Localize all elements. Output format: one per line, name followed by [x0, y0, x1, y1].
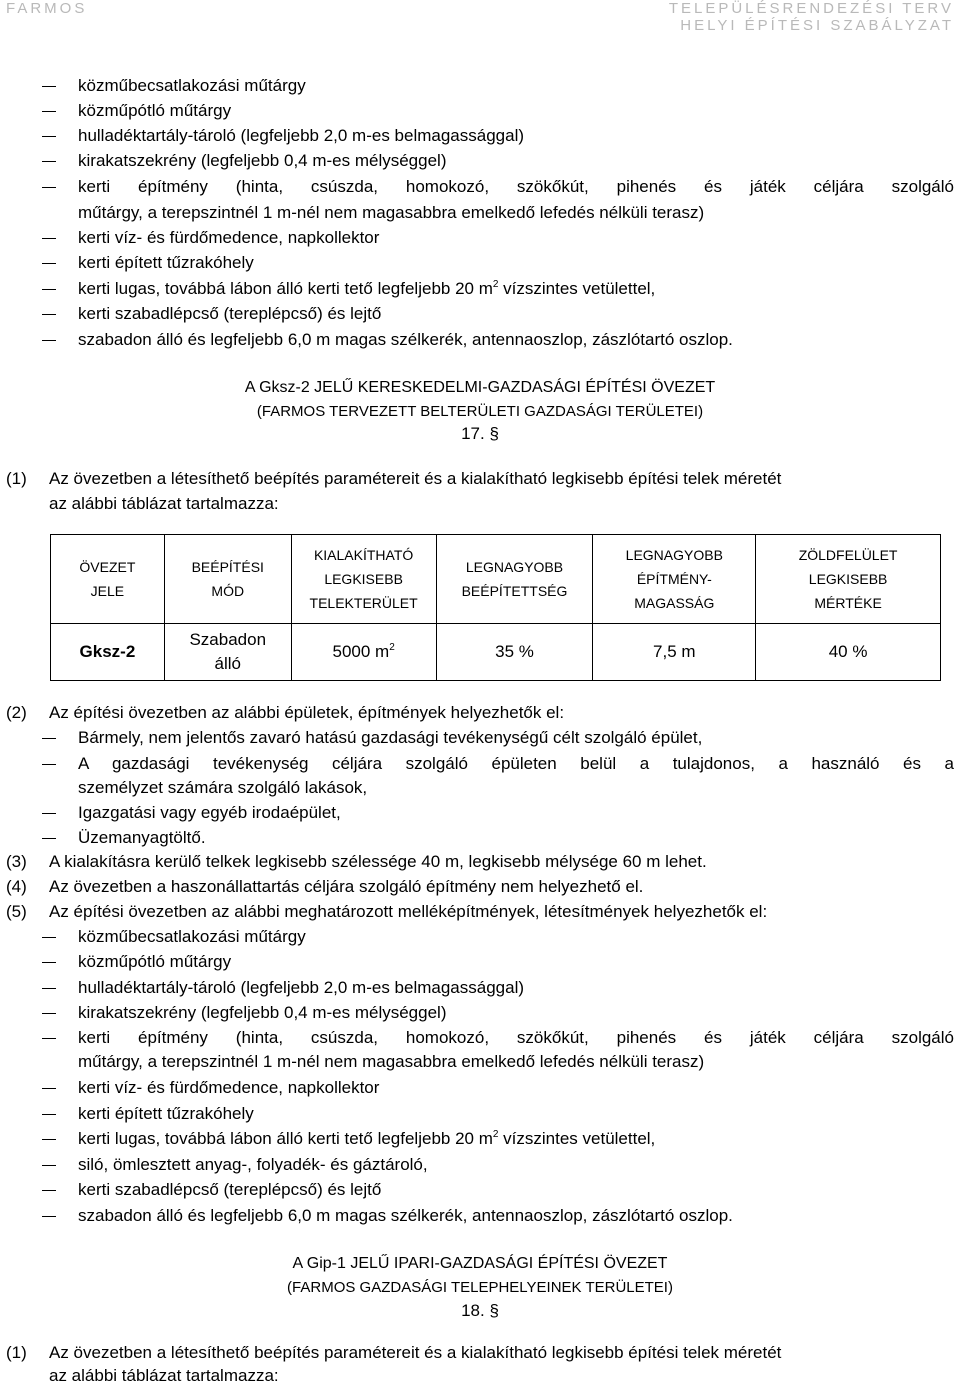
- list-dash: [42, 813, 56, 814]
- list-item: közműbecsatlakozási műtárgy: [78, 927, 306, 946]
- table-cell-built: 35 %: [436, 624, 593, 681]
- list-dash: [42, 340, 56, 341]
- list-dash: [42, 1038, 56, 1039]
- list-item: kerti víz- és fürdőmedence, napkollektor: [78, 228, 380, 247]
- list-dash: [42, 838, 56, 839]
- list-dash: [42, 988, 56, 989]
- table-cell-height: 7,5 m: [593, 624, 756, 681]
- list-dash: [42, 314, 56, 315]
- list-item: kerti építmény (hinta, csúszda, homokozó, szökőkút, pihenés és játék céljára szolgáló: [78, 1028, 954, 1047]
- table-header-cell: KIALAKÍTHATÓ LEGKISEBB TELEKTERÜLET: [291, 535, 436, 624]
- list-dash: [42, 161, 56, 162]
- list-dash: [42, 136, 56, 137]
- list-item: siló, ömlesztett anyag-, folyadék- és gáztároló,: [78, 1155, 428, 1174]
- list-dash: [42, 1013, 56, 1014]
- s17-p4-number: (4): [6, 877, 27, 896]
- list-dash: [42, 1114, 56, 1115]
- list-item-cont: műtárgy, a terepszintnél 1 m-nél nem magasabbra emelkedő lefedés nélküli terasz): [78, 1052, 705, 1071]
- list-item-cont: műtárgy, a terepszintnél 1 m-nél nem magasabbra emelkedő lefedés nélküli terasz): [78, 203, 705, 222]
- list-dash: [42, 764, 56, 765]
- list-item: kirakatszekrény (legfeljebb 0,4 m-es mélységgel): [78, 1003, 447, 1022]
- list-dash: [42, 111, 56, 112]
- s17-p3-text: A kialakításra kerülő telkek legkisebb szélessége 40 m, legkisebb mélysége 60 m lehet.: [49, 852, 707, 871]
- list-item: Üzemanyagtöltő.: [78, 828, 206, 847]
- zone-parameters-table: [50, 534, 941, 681]
- list-item: Igazgatási vagy egyéb irodaépület,: [78, 803, 341, 822]
- list-item: közműpótló műtárgy: [78, 952, 232, 971]
- s17-p2-number: (2): [6, 703, 27, 722]
- list-item: kerti víz- és fürdőmedence, napkollektor: [78, 1078, 380, 1097]
- header-right: [669, 0, 954, 34]
- s17-p5-number: (5): [6, 902, 27, 921]
- table-cell-zone: Gksz-2: [51, 624, 165, 681]
- section-18-paragraph-number: 18. §: [461, 1301, 499, 1320]
- list-item: A gazdasági tevékenység céljára szolgáló épületen belül a tulajdonos, a használó és a: [78, 754, 954, 773]
- list-dash: [42, 962, 56, 963]
- list-dash: [42, 937, 56, 938]
- table-header-cell: LEGNAGYOBB BEÉPÍTETTSÉG: [436, 535, 593, 624]
- list-item-cont: személyzet számára szolgáló lakások,: [78, 778, 368, 797]
- s17-p4-text: Az övezetben a haszonállattartás céljára szolgáló építmény nem helyezhető el.: [49, 877, 644, 896]
- list-item: kerti épített tűzrakóhely: [78, 1104, 254, 1123]
- list-dash: [42, 1190, 56, 1191]
- s17-p5-text: Az építési övezetben az alábbi meghatározott melléképítmények, létesítmények helyezhetők el:: [49, 902, 768, 921]
- s17-p1-number: (1): [6, 469, 27, 488]
- s18-p1-text: Az övezetben a létesíthető beépítés paramétereit és a kialakítható legkisebb építési telek méretét: [49, 1343, 782, 1362]
- table-header-cell: ÖVEZET JELE: [51, 535, 165, 624]
- list-item: kerti építmény (hinta, csúszda, homokozó, szökőkút, pihenés és játék céljára szolgáló: [78, 177, 954, 196]
- s18-p1-text-cont: az alábbi táblázat tartalmazza:: [49, 1366, 279, 1385]
- list-item: kirakatszekrény (legfeljebb 0,4 m-es mélységgel): [78, 151, 447, 170]
- list-item: szabadon álló és legfeljebb 6,0 m magas szélkerék, antennaoszlop, zászlótartó oszlop.: [78, 330, 733, 349]
- list-item: kerti szabadlépcső (tereplépcső) és lejtő: [78, 304, 382, 323]
- s17-p1-text-cont: az alábbi táblázat tartalmazza:: [49, 494, 279, 513]
- table-cell-plot: 5000 $m^2$: [291, 624, 436, 681]
- table-header-cell: ZÖLDFELÜLET LEGKISEBB MÉRTÉKE: [756, 535, 941, 624]
- list-item: kerti épített tűzrakóhely: [78, 253, 254, 272]
- list-dash: [42, 1216, 56, 1217]
- list-dash: [42, 1139, 56, 1140]
- section-18-title: A Gip-1 JELŰ IPARI-GAZDASÁGI ÉPÍTÉSI ÖVEZET: [292, 1255, 668, 1272]
- table-cell-mode: Szabadon álló: [164, 624, 291, 681]
- table-header-row: [51, 535, 941, 624]
- list-dash: [42, 738, 56, 739]
- s18-p1-number: (1): [6, 1343, 27, 1362]
- table-cell-green: 40 %: [756, 624, 941, 681]
- list-item: hulladéktartály-tároló (legfeljebb 2,0 m-es belmagassággal): [78, 978, 525, 997]
- list-dash: [42, 263, 56, 264]
- list-dash: [42, 238, 56, 239]
- list-dash: [42, 1165, 56, 1166]
- header-right-line2: HELYI ÉPÍTÉSI SZABÁLYZAT: [680, 17, 954, 34]
- list-item: Bármely, nem jelentős zavaró hatású gazdasági tevékenységű célt szolgáló épület,: [78, 728, 703, 747]
- list-item: kerti lugas, továbbá lábon álló kerti tető legfeljebb 20 $m^2$ vízszintes vetülettel,: [78, 1129, 656, 1148]
- list-item: közműpótló műtárgy: [78, 101, 232, 120]
- list-item: közműbecsatlakozási műtárgy: [78, 76, 306, 95]
- list-item: szabadon álló és legfeljebb 6,0 m magas szélkerék, antennaoszlop, zászlótartó oszlop.: [78, 1206, 733, 1225]
- s17-p3-number: (3): [6, 852, 27, 871]
- table-row: [51, 624, 941, 681]
- list-dash: [42, 1088, 56, 1089]
- table-header-cell: LEGNAGYOBB ÉPÍTMÉNY- MAGASSÁG: [593, 535, 756, 624]
- section-17-title: A Gksz-2 JELŰ KERESKEDELMI-GAZDASÁGI ÉPÍTÉSI ÖVEZET: [244, 379, 716, 396]
- table-header-cell: BEÉPÍTÉSI MÓD: [164, 535, 291, 624]
- list-dash: [42, 289, 56, 290]
- section-17-subtitle: (FARMOS TERVEZETT BELTERÜLETI GAZDASÁGI TERÜLETEI): [256, 403, 704, 420]
- s17-p1-text: Az övezetben a létesíthető beépítés paramétereit és a kialakítható legkisebb építési telek méretét: [49, 469, 782, 488]
- header-right-line1: TELEPÜLÉSRENDEZÉSI TERV: [668, 0, 954, 17]
- section-17-paragraph-number: 17. §: [461, 424, 499, 443]
- list-item: kerti lugas, továbbá lábon álló kerti tető legfeljebb 20 $m^2$ vízszintes vetülettel,: [78, 279, 656, 298]
- list-dash: [42, 86, 56, 87]
- list-item: hulladéktartály-tároló (legfeljebb 2,0 m-es belmagassággal): [78, 126, 525, 145]
- section-18-subtitle: (FARMOS GAZDASÁGI TELEPHELYEINEK TERÜLETEI): [287, 1279, 673, 1296]
- list-item: kerti szabadlépcső (tereplépcső) és lejtő: [78, 1180, 382, 1199]
- header-left: FARMOS: [6, 0, 88, 17]
- s17-p2-text: Az építési övezetben az alábbi épületek, építmények helyezhetők el:: [49, 703, 565, 722]
- list-dash: [42, 187, 56, 188]
